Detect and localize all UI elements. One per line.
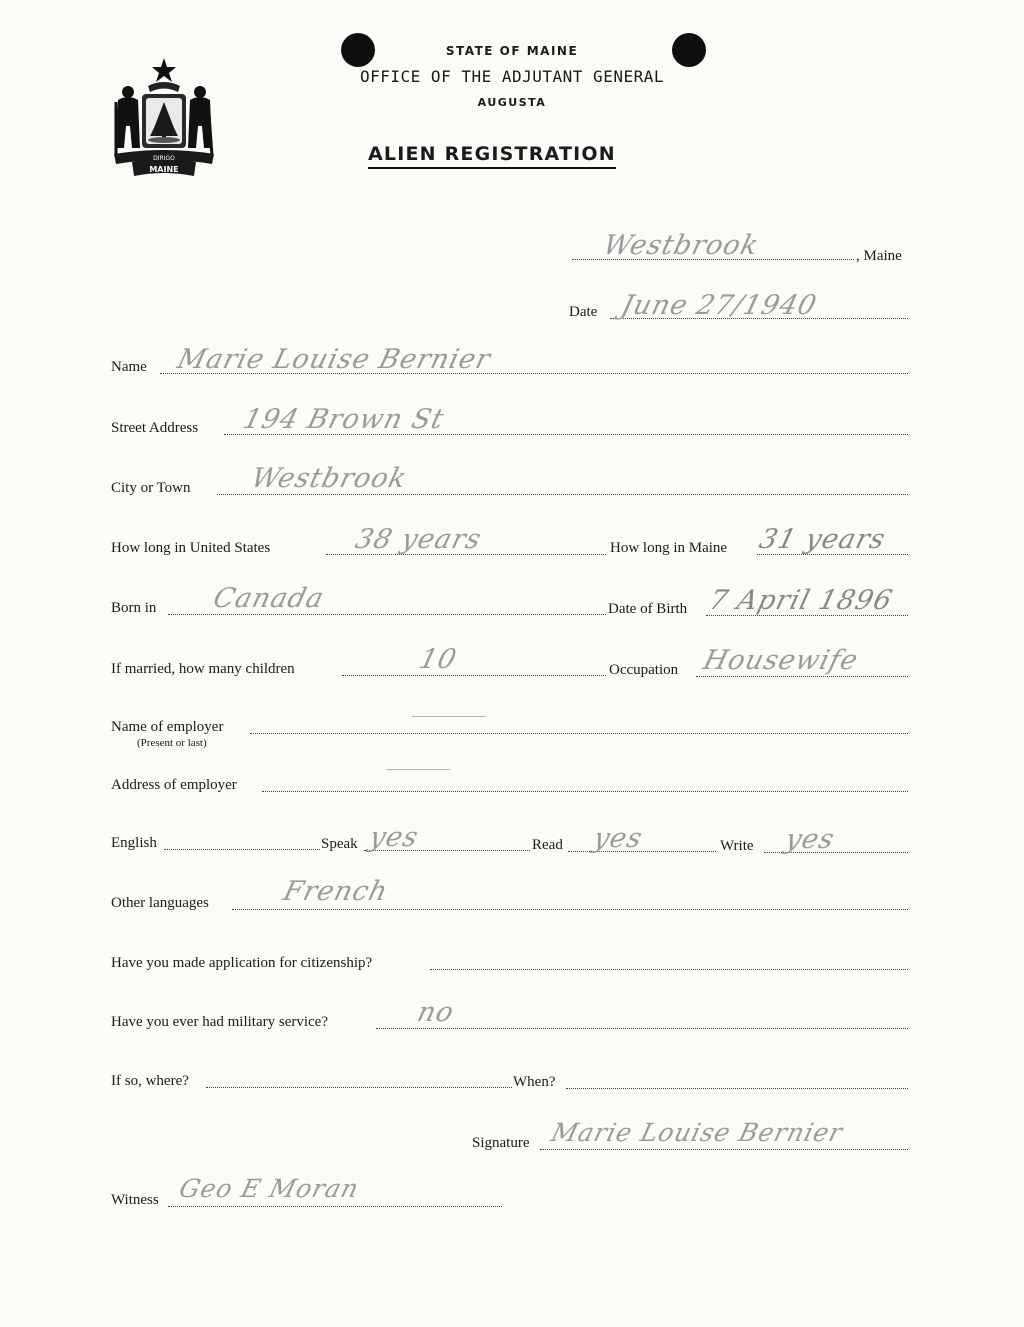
employer-name-label: Name of employer [111, 719, 224, 735]
place-value[interactable]: Westbrook [600, 230, 763, 261]
date-of-birth-label: Date of Birth [608, 601, 688, 617]
occupation-label: Occupation [609, 662, 679, 678]
speak-value[interactable]: yes [366, 822, 422, 853]
how-long-us-value[interactable]: 38 years [352, 524, 485, 555]
other-languages-label: Other languages [111, 895, 209, 911]
street-address-value[interactable]: 194 Brown St [240, 404, 448, 435]
employer-name-dash[interactable] [412, 716, 486, 717]
signature-line [540, 1149, 908, 1150]
witness-label: Witness [111, 1192, 159, 1208]
employer-address-dash[interactable] [386, 769, 450, 770]
employer-name-sublabel: (Present or last) [137, 737, 207, 749]
employer-address-label: Address of employer [111, 777, 237, 793]
signature-value[interactable]: Marie Louise Bernier [548, 1118, 847, 1147]
form-title: ALIEN REGISTRATION [368, 143, 616, 169]
english-label: English [111, 835, 157, 851]
english-line [164, 849, 320, 850]
citizenship-line [430, 969, 908, 970]
born-in-line [168, 614, 606, 615]
employer-address-line [262, 791, 908, 792]
children-label: If married, how many children [111, 661, 295, 677]
read-label: Read [532, 837, 563, 853]
born-in-label: Born in [111, 600, 157, 616]
city-heading: AUGUSTA [477, 96, 547, 109]
where-line [206, 1087, 512, 1088]
write-value[interactable]: yes [782, 824, 838, 855]
where-label: If so, where? [111, 1073, 189, 1089]
other-languages-line [232, 909, 908, 910]
name-value[interactable]: Marie Louise Bernier [174, 344, 494, 375]
city-or-town-value[interactable]: Westbrook [248, 463, 411, 494]
write-label: Write [720, 838, 754, 854]
signature-label: Signature [472, 1135, 530, 1151]
read-value[interactable]: yes [590, 823, 646, 854]
how-long-maine-label: How long in Maine [610, 540, 728, 556]
children-line [342, 675, 606, 676]
speak-label: Speak [321, 836, 358, 852]
military-line [376, 1028, 908, 1029]
other-languages-value[interactable]: French [280, 876, 392, 907]
state-seal-icon [108, 56, 220, 185]
date-label: Date [569, 304, 598, 320]
date-of-birth-value[interactable]: 7 April 1896 [706, 585, 896, 616]
occupation-value[interactable]: Housewife [700, 645, 862, 676]
occupation-line [696, 676, 908, 677]
seal-banner-text: MAINE [149, 165, 179, 174]
employer-name-line [250, 733, 908, 734]
witness-line [168, 1206, 502, 1207]
how-long-maine-value[interactable]: 31 years [756, 524, 889, 555]
witness-value[interactable]: Geo E Moran [176, 1174, 363, 1203]
when-line [566, 1088, 908, 1089]
seal-motto-text: DIRIGO [153, 155, 175, 162]
office-heading: OFFICE OF THE ADJUTANT GENERAL [360, 67, 664, 86]
children-value[interactable]: 10 [416, 644, 461, 675]
military-value[interactable]: no [414, 997, 458, 1028]
when-label: When? [513, 1074, 556, 1090]
born-in-value[interactable]: Canada [210, 583, 328, 614]
state-heading: STATE OF MAINE [445, 44, 579, 58]
street-address-label: Street Address [111, 420, 199, 436]
date-value[interactable]: June 27/1940 [618, 290, 821, 321]
how-long-us-label: How long in United States [111, 540, 271, 556]
military-label: Have you ever had military service? [111, 1014, 328, 1030]
place-label: , Maine [856, 248, 902, 264]
citizenship-label: Have you made application for citizenship? [111, 955, 373, 971]
name-label: Name [111, 359, 147, 375]
city-or-town-label: City or Town [111, 480, 191, 496]
city-or-town-line [217, 494, 908, 495]
